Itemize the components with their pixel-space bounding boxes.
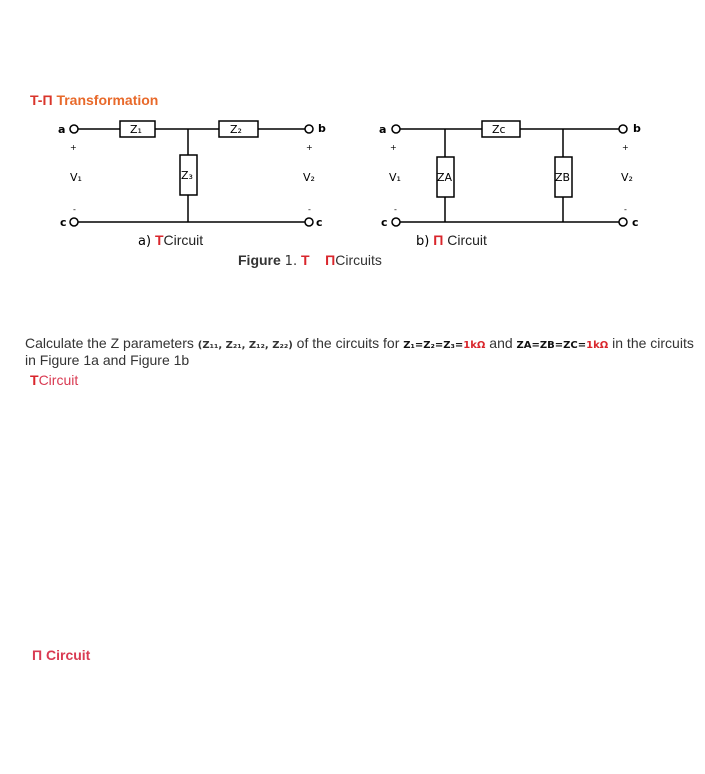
z3-label: Z₃ xyxy=(181,169,193,182)
pi-v2-label: V₂ xyxy=(621,171,633,184)
t-plus-left: + xyxy=(70,143,77,152)
t-plus-right: + xyxy=(306,143,313,152)
pi-node-a: a xyxy=(379,123,387,136)
section-t-label: Circuit xyxy=(38,372,79,388)
figure-caption-text: Circuits xyxy=(335,252,382,268)
question-part2: of the circuits for xyxy=(296,335,400,351)
title-text: Transformation xyxy=(56,92,159,108)
question-part3: in the circuits in Figure 1a and Figure 1b xyxy=(25,335,694,368)
t-minus-right: - xyxy=(308,205,311,214)
t-terminal-b xyxy=(305,125,313,133)
t-minus-left: - xyxy=(73,205,76,214)
question-params: (Z₁₁, Z₂₁, Z₁₂, Z₂₂) xyxy=(197,340,293,351)
pi-terminal-a xyxy=(392,125,400,133)
t-node-b: b xyxy=(318,122,326,135)
t-circuit-caption xyxy=(138,232,203,249)
pi-minus-left: - xyxy=(394,205,397,214)
question-part1: Calculate the Z parameters xyxy=(25,335,194,351)
pi-circuit-diagram xyxy=(392,121,627,226)
t-node-c-left: c xyxy=(60,216,67,229)
question-and: and xyxy=(489,335,513,351)
pi-terminal-b xyxy=(619,125,627,133)
equation-1-lhs: Z₁=Z₂=Z₃= xyxy=(403,340,464,351)
z1-label: Z₁ xyxy=(130,123,142,136)
t-node-a: a xyxy=(58,123,66,136)
pi-node-b: b xyxy=(633,122,641,135)
zb-label: ZB xyxy=(555,171,571,184)
pi-minus-right: - xyxy=(624,205,627,214)
z2-label: Z₂ xyxy=(230,123,242,136)
equation-2-lhs: ZA=ZB=ZC= xyxy=(516,340,587,351)
zc-label: Zc xyxy=(492,123,506,136)
pi-node-c-right: c xyxy=(632,216,639,229)
t-caption-text: Circuit xyxy=(163,232,204,248)
t-terminal-a xyxy=(70,125,78,133)
pi-caption-text: Circuit xyxy=(447,232,487,248)
equation-1-value: 1kΩ xyxy=(463,340,486,351)
figure-label: Figure xyxy=(238,252,281,268)
equation-2-value: 1kΩ xyxy=(586,340,609,351)
pi-plus-left: + xyxy=(390,143,397,152)
t-terminal-c-right xyxy=(305,218,313,226)
pi-v1-label: V₁ xyxy=(389,171,401,184)
t-node-c-right: c xyxy=(316,216,323,229)
figure-t-symbol: T xyxy=(300,252,310,268)
pi-terminal-c-right xyxy=(619,218,627,226)
title-symbol: T-Π xyxy=(30,92,53,108)
pi-plus-right: + xyxy=(622,143,629,152)
section-pi-circuit: Π Circuit xyxy=(32,647,91,663)
figure-caption xyxy=(238,252,382,269)
pi-terminal-c-left xyxy=(392,218,400,226)
t-caption-prefix: a) xyxy=(138,234,152,249)
t-v1-label: V₁ xyxy=(70,171,82,184)
pi-caption-symbol: Π xyxy=(433,232,444,248)
section-t-circuit xyxy=(30,372,78,388)
t-terminal-c-left xyxy=(70,218,78,226)
t-caption-symbol: T xyxy=(154,232,164,248)
figure-number: 1. xyxy=(284,254,298,269)
pi-caption-prefix: b) xyxy=(416,234,430,249)
equation-1 xyxy=(403,340,485,351)
equation-2 xyxy=(517,340,609,351)
section-t-symbol: T xyxy=(30,372,39,388)
pi-circuit-caption xyxy=(416,232,487,249)
t-v2-label: V₂ xyxy=(303,171,315,184)
pi-node-c-left: c xyxy=(381,216,388,229)
question-text xyxy=(25,336,695,368)
za-label: ZA xyxy=(437,171,453,184)
figure-pi-symbol: Π xyxy=(325,252,336,268)
